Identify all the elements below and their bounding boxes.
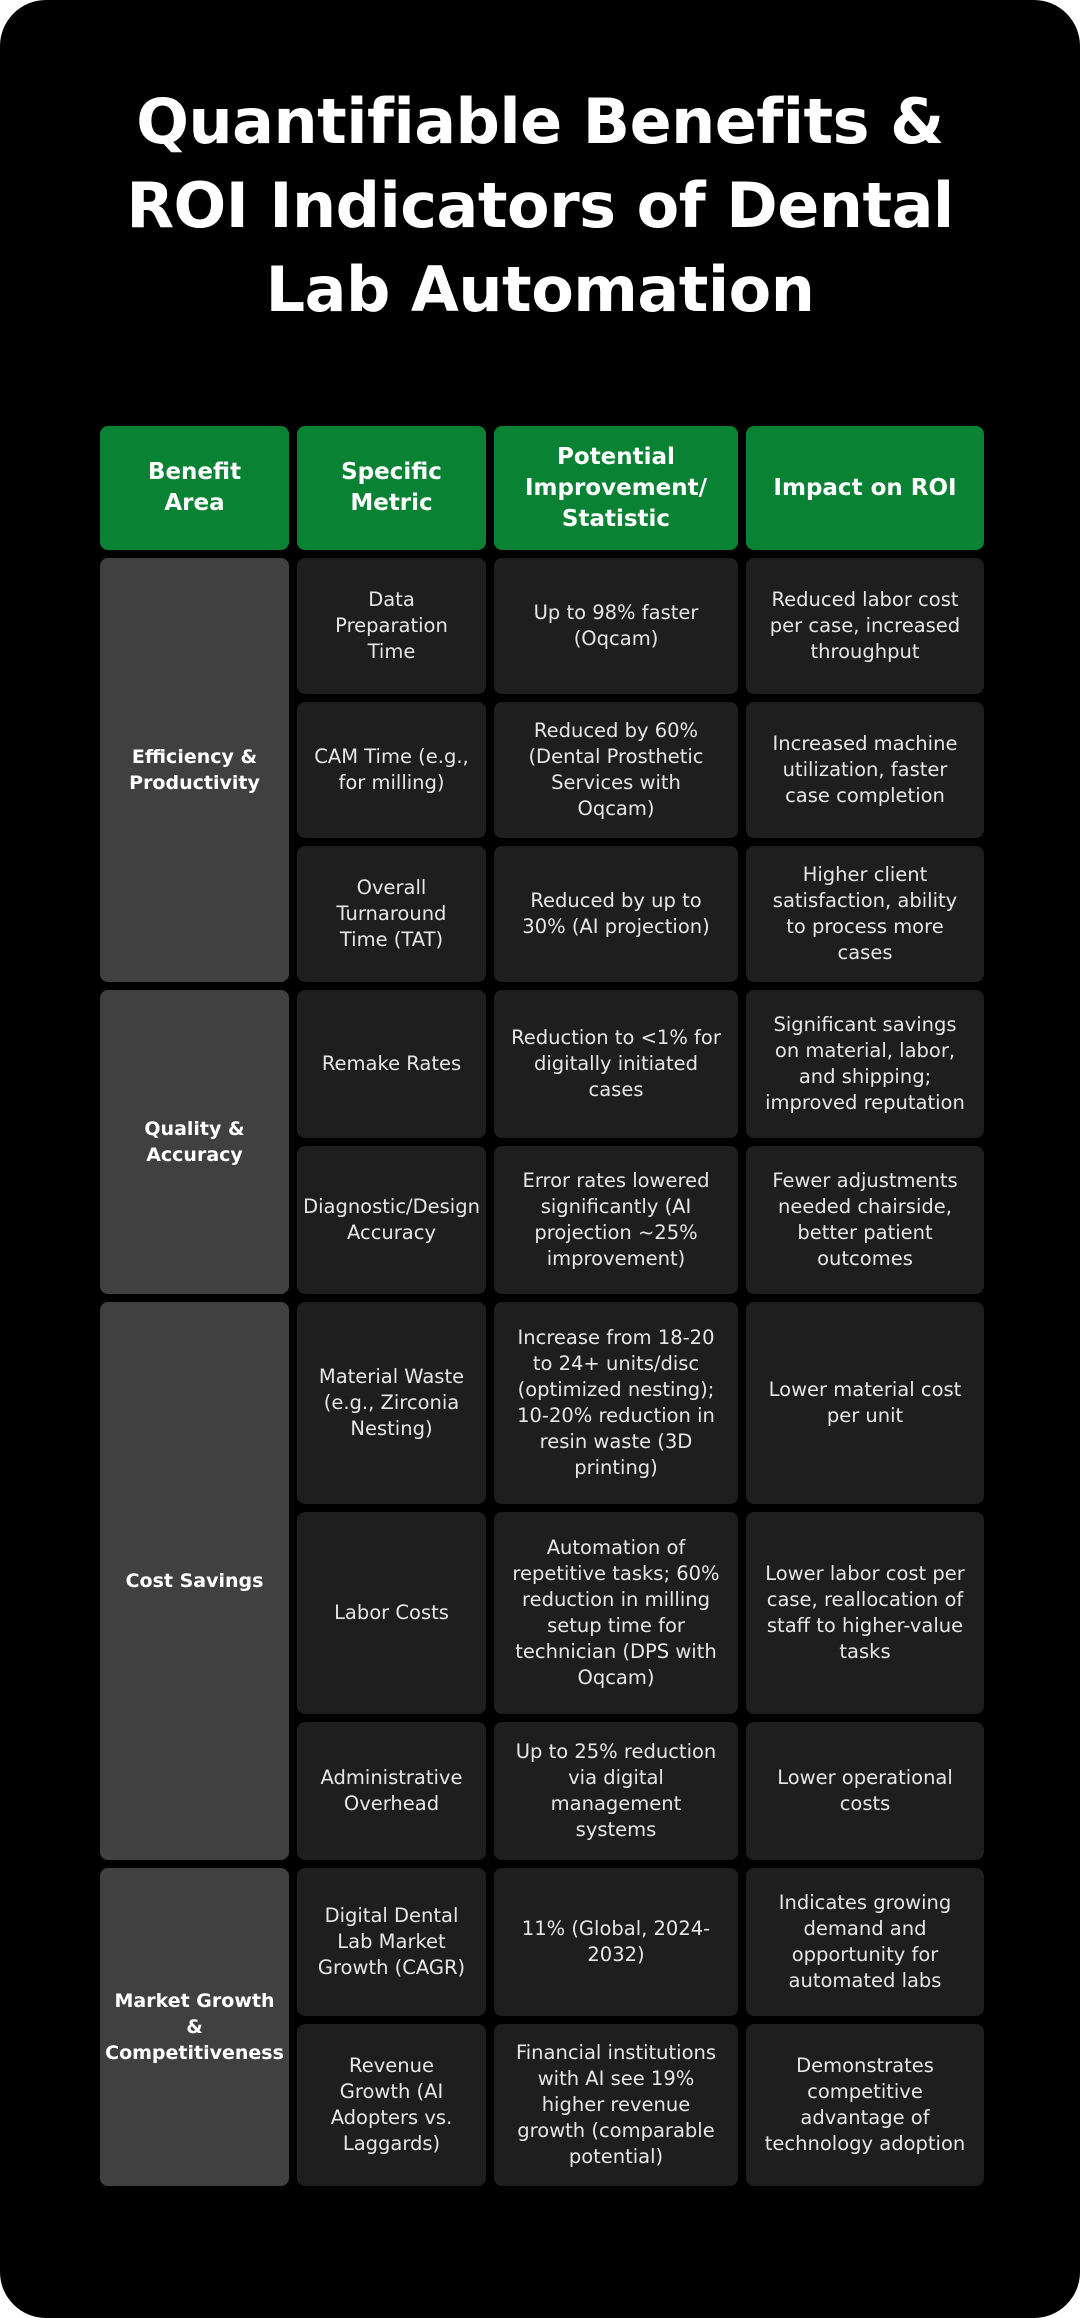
improvement-cell: Automation of repetitive tasks; 60% reduction in milling setup time for technician (DPS with Oqcam) xyxy=(494,1512,738,1714)
impact-cell: Higher client satisfaction, ability to process more cases xyxy=(746,846,984,982)
improvement-cell: Error rates lowered significantly (AI projection ~25% improvement) xyxy=(494,1146,738,1294)
improvement-cell: Financial institutions with AI see 19% higher revenue growth (comparable potential) xyxy=(494,2024,738,2186)
improvement-cell: Up to 25% reduction via digital management systems xyxy=(494,1722,738,1860)
header-impact-on-roi: Impact on ROI xyxy=(746,426,984,550)
page-title: Quantifiable Benefits & ROI Indicators of Dental Lab Automation xyxy=(126,85,954,326)
impact-cell: Lower material cost per unit xyxy=(746,1302,984,1504)
area-quality-accuracy: Quality & Accuracy xyxy=(100,990,289,1294)
improvement-cell: Reduced by up to 30% (AI projection) xyxy=(494,846,738,982)
metric-cell: Labor Costs xyxy=(297,1512,486,1714)
improvement-cell: Reduction to <1% for digitally initiated cases xyxy=(494,990,738,1138)
area-efficiency-productivity: Efficiency & Productivity xyxy=(100,558,289,982)
header-specific-metric: Specific Metric xyxy=(297,426,486,550)
metric-cell: Overall Turnaround Time (TAT) xyxy=(297,846,486,982)
metric-cell: Material Waste (e.g., Zirconia Nesting) xyxy=(297,1302,486,1504)
impact-cell: Indicates growing demand and opportunity for automated labs xyxy=(746,1868,984,2016)
header-potential-improvement: Potential Improvement/ Statistic xyxy=(494,426,738,550)
improvement-cell: Reduced by 60% (Dental Prosthetic Services with Oqcam) xyxy=(494,702,738,838)
impact-cell: Reduced labor cost per case, increased throughput xyxy=(746,558,984,694)
metric-cell: CAM Time (e.g., for milling) xyxy=(297,702,486,838)
metric-cell: Data Preparation Time xyxy=(297,558,486,694)
impact-cell: Lower labor cost per case, reallocation of staff to higher-value tasks xyxy=(746,1512,984,1714)
area-cost-savings: Cost Savings xyxy=(100,1302,289,1860)
impact-cell: Lower operational costs xyxy=(746,1722,984,1860)
impact-cell: Demonstrates competitive advantage of technology adoption xyxy=(746,2024,984,2186)
header-benefit-area: Benefit Area xyxy=(100,426,289,550)
metric-cell: Diagnostic/Design Accuracy xyxy=(297,1146,486,1294)
impact-cell: Increased machine utilization, faster case completion xyxy=(746,702,984,838)
improvement-cell: 11% (Global, 2024-2032) xyxy=(494,1868,738,2016)
improvement-cell: Increase from 18-20 to 24+ units/disc (optimized nesting); 10-20% reduction in resin waste (3D printing) xyxy=(494,1302,738,1504)
metric-cell: Revenue Growth (AI Adopters vs. Laggards) xyxy=(297,2024,486,2186)
metric-cell: Digital Dental Lab Market Growth (CAGR) xyxy=(297,1868,486,2016)
roi-table xyxy=(100,426,984,2186)
impact-cell: Significant savings on material, labor, and shipping; improved reputation xyxy=(746,990,984,1138)
improvement-cell: Up to 98% faster (Oqcam) xyxy=(494,558,738,694)
metric-cell: Administrative Overhead xyxy=(297,1722,486,1860)
area-market-growth: Market Growth & Competitiveness xyxy=(100,1868,289,2186)
metric-cell: Remake Rates xyxy=(297,990,486,1138)
impact-cell: Fewer adjustments needed chairside, better patient outcomes xyxy=(746,1146,984,1294)
